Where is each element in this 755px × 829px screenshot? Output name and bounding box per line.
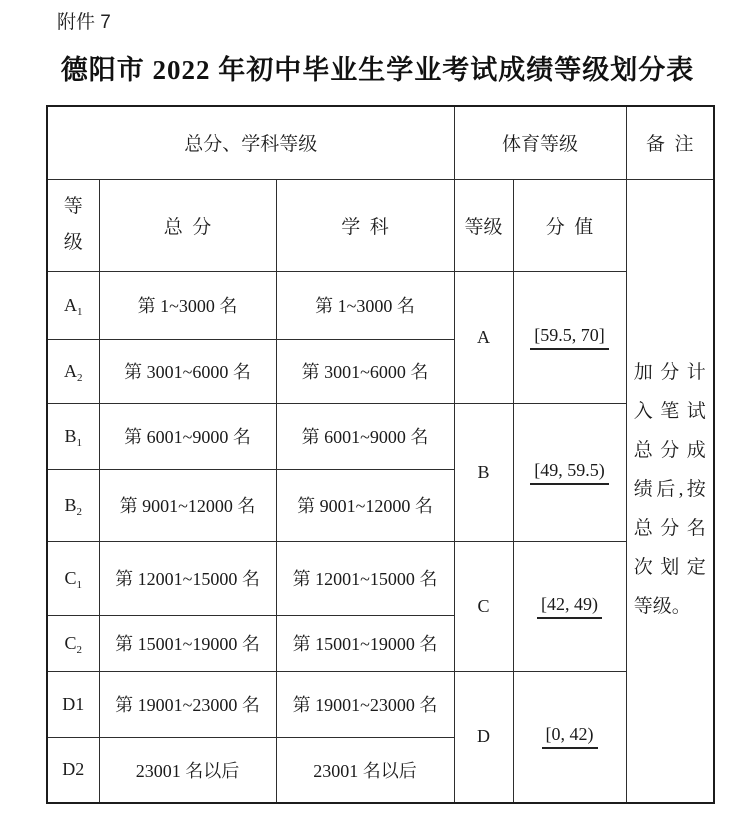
grade-cell bbox=[47, 469, 99, 541]
table-row bbox=[47, 671, 714, 737]
sport-value-interval: [0, 42) bbox=[542, 724, 598, 749]
header-subject-label: 学 科 bbox=[341, 216, 389, 238]
grade-label: D1 bbox=[62, 693, 85, 714]
grade-cell bbox=[47, 615, 99, 671]
grade-cell bbox=[47, 403, 99, 469]
total-rank-cell: 第 1~3000 名 bbox=[99, 271, 276, 339]
grade-cell bbox=[47, 339, 99, 403]
sport-grade-cell: D bbox=[454, 671, 513, 803]
grade-label: C bbox=[64, 632, 77, 653]
sport-value-cell bbox=[513, 403, 626, 541]
sport-grade-cell: A bbox=[454, 271, 513, 403]
header-remark-label: 备 注 bbox=[646, 134, 694, 156]
header-score-group: 总分、学科等级 bbox=[47, 106, 454, 179]
sport-value-interval: [42, 49) bbox=[537, 594, 602, 619]
header-sport-group: 体育等级 bbox=[454, 106, 626, 179]
grade-division-table bbox=[46, 105, 715, 804]
sport-value-cell bbox=[513, 671, 626, 803]
grade-subscript: 2 bbox=[76, 643, 82, 656]
table-row bbox=[47, 271, 714, 339]
grade-subscript: 2 bbox=[77, 371, 83, 384]
remark-text: 加分计入笔试总分成绩后,按总分名次划定等级。 bbox=[633, 362, 706, 618]
header-column-row bbox=[47, 179, 714, 271]
header-total-label: 总 分 bbox=[163, 216, 212, 238]
header-grade bbox=[47, 179, 99, 271]
total-rank-cell: 第 12001~15000 名 bbox=[99, 541, 276, 615]
subject-rank-cell: 第 19001~23000 名 bbox=[276, 671, 454, 737]
total-rank-cell: 第 19001~23000 名 bbox=[99, 671, 276, 737]
subject-rank-cell: 第 3001~6000 名 bbox=[276, 339, 454, 403]
header-group-row bbox=[47, 106, 714, 179]
subject-rank-cell: 第 1~3000 名 bbox=[276, 271, 454, 339]
total-rank-cell: 第 6001~9000 名 bbox=[99, 403, 276, 469]
grade-subscript: 1 bbox=[76, 436, 82, 449]
subject-rank-cell: 第 9001~12000 名 bbox=[276, 469, 454, 541]
sport-grade-cell: B bbox=[454, 403, 513, 541]
grade-label: D2 bbox=[62, 759, 85, 780]
header-sport-value bbox=[513, 179, 626, 271]
header-subject bbox=[276, 179, 454, 271]
sport-value-cell bbox=[513, 271, 626, 403]
grade-label: A bbox=[64, 360, 77, 381]
table-row bbox=[47, 541, 714, 615]
header-sport-value-label: 分 值 bbox=[545, 216, 594, 238]
grade-subscript: 1 bbox=[76, 578, 82, 591]
table-row bbox=[47, 403, 714, 469]
header-grade-label: 等级 bbox=[63, 195, 83, 253]
header-sport-grade: 等级 bbox=[454, 179, 513, 271]
grade-cell bbox=[47, 541, 99, 615]
grade-subscript: 1 bbox=[77, 305, 83, 318]
grade-label: C bbox=[64, 567, 77, 588]
grade-cell bbox=[47, 737, 99, 803]
grade-cell bbox=[47, 671, 99, 737]
total-rank-cell: 第 9001~12000 名 bbox=[99, 469, 276, 541]
header-remark bbox=[626, 106, 714, 179]
grade-subscript: 2 bbox=[76, 505, 82, 518]
subject-rank-cell: 23001 名以后 bbox=[276, 737, 454, 803]
subject-rank-cell: 第 6001~9000 名 bbox=[276, 403, 454, 469]
total-rank-cell: 第 3001~6000 名 bbox=[99, 339, 276, 403]
total-rank-cell: 第 15001~19000 名 bbox=[99, 615, 276, 671]
grade-cell bbox=[47, 271, 99, 339]
grade-label: B bbox=[64, 494, 77, 515]
sport-value-cell bbox=[513, 541, 626, 671]
subject-rank-cell: 第 12001~15000 名 bbox=[276, 541, 454, 615]
sport-value-interval: [49, 59.5) bbox=[530, 460, 609, 485]
grade-label: B bbox=[64, 425, 77, 446]
total-rank-cell: 23001 名以后 bbox=[99, 737, 276, 803]
subject-rank-cell: 第 15001~19000 名 bbox=[276, 615, 454, 671]
header-total bbox=[99, 179, 276, 271]
remark-cell bbox=[626, 179, 714, 803]
sport-value-interval: [59.5, 70] bbox=[530, 325, 609, 350]
attachment-label: 附件 7 bbox=[57, 12, 111, 33]
grade-label: A bbox=[64, 294, 77, 315]
page-title: 德阳市 2022 年初中毕业生学业考试成绩等级划分表 bbox=[60, 55, 695, 85]
sport-grade-cell: C bbox=[454, 541, 513, 671]
